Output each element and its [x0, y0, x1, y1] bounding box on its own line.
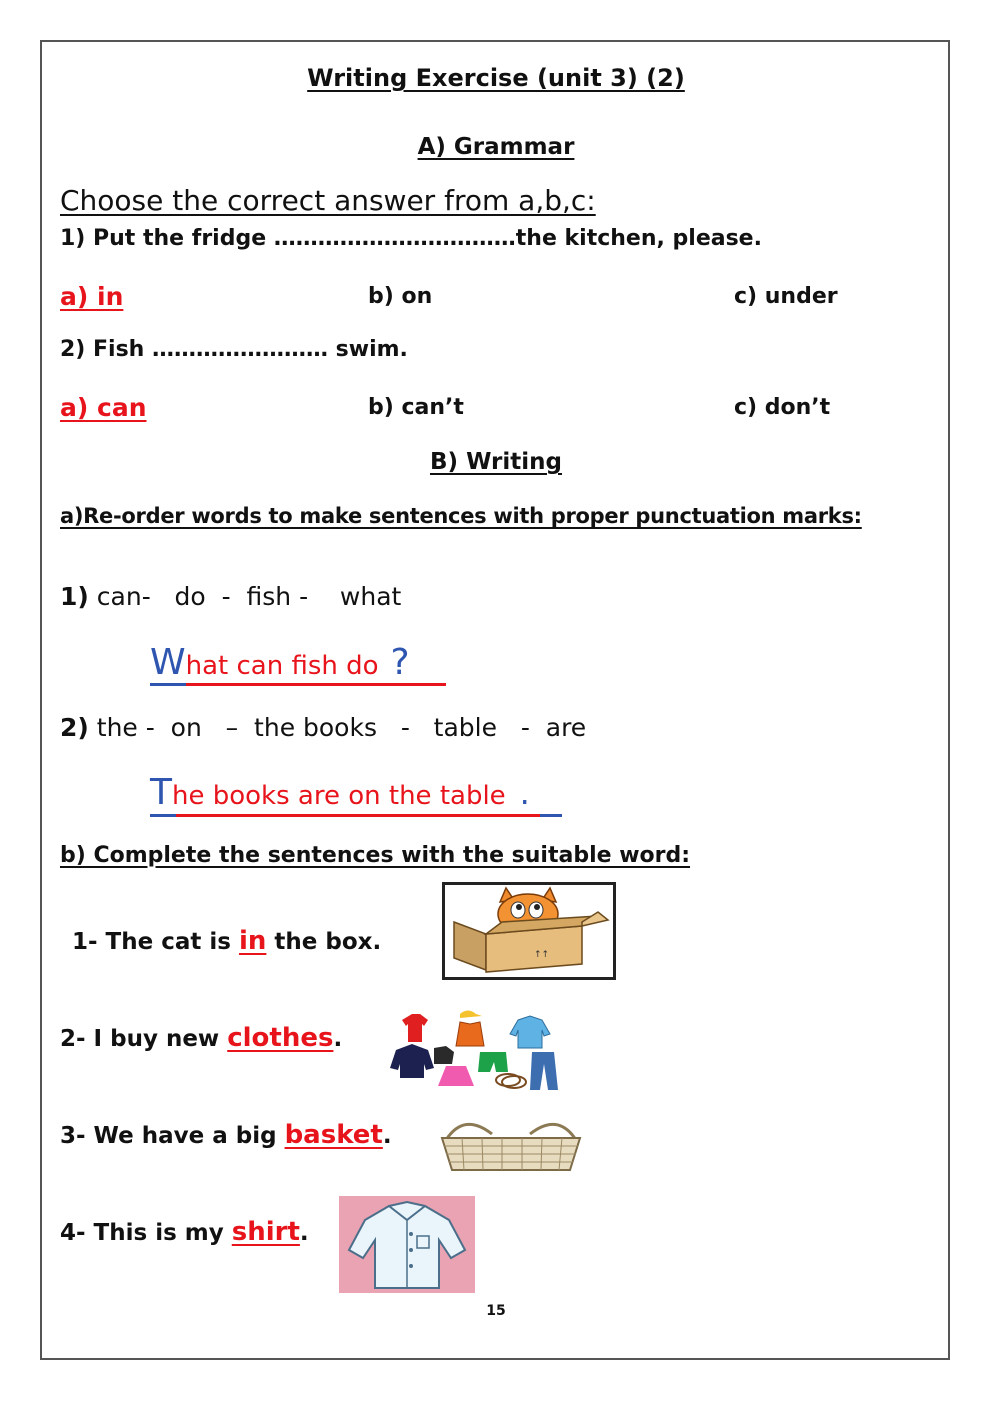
- q1-option-c: c) under: [734, 284, 838, 309]
- sentence-1-after: the box.: [266, 929, 382, 955]
- grammar-instruction: Choose the correct answer from a,b,c:: [60, 184, 596, 217]
- complete-sentence-4: [60, 1217, 309, 1247]
- q2-option-a: a) can: [60, 393, 147, 422]
- question-1: 1) Put the fridge ……………………………the kitchen, please.: [60, 226, 762, 251]
- question-2: 2) Fish …………………… swim.: [60, 337, 408, 362]
- complete-sentence-2: [60, 1023, 342, 1053]
- sentence-3-answer: basket: [284, 1120, 383, 1150]
- reorder-instruction: a)Re-order words to make sentences with proper punctuation marks:: [60, 504, 862, 528]
- reorder-1-underline-start: [150, 683, 186, 686]
- reorder-2-answer: [150, 772, 530, 813]
- reorder-2-underline: [176, 814, 540, 817]
- q2-option-b: b) can’t: [368, 395, 464, 420]
- grammar-heading: A) Grammar: [417, 134, 575, 160]
- reorder-1-answer-punct: ?: [390, 642, 410, 683]
- page-number: 15: [486, 1303, 506, 1319]
- complete-instruction: b) Complete the sentences with the suitable word:: [60, 843, 691, 868]
- writing-heading: B) Writing: [430, 449, 562, 475]
- svg-text:↑↑: ↑↑: [534, 950, 550, 960]
- complete-sentence-3: [60, 1120, 392, 1150]
- complete-sentence-1: [72, 926, 381, 956]
- clothes-image: [390, 1008, 582, 1094]
- reorder-1-underline: [186, 683, 446, 686]
- reorder-2-underline-start: [150, 814, 176, 817]
- shirt-image: [339, 1196, 475, 1293]
- reorder-2-answer-text: he books are on the table: [172, 781, 506, 811]
- basket-image: [438, 1114, 584, 1174]
- q2-option-c: c) don’t: [734, 395, 831, 420]
- reorder-1-word-list: can- do - fish - what: [96, 582, 402, 611]
- sentence-4-before: 4- This is my: [60, 1220, 232, 1246]
- sentence-2-answer: clothes: [227, 1023, 334, 1053]
- sentence-4-answer: shirt: [231, 1217, 300, 1247]
- reorder-1-answer-first: W: [150, 642, 186, 683]
- sentence-3-before: 3- We have a big: [60, 1123, 285, 1149]
- reorder-1-words: [60, 582, 401, 611]
- page-title: Writing Exercise (unit 3) (2): [307, 64, 685, 92]
- sentence-2-before: 2- I buy new: [60, 1026, 228, 1052]
- reorder-1-number: 1): [60, 582, 89, 611]
- sentence-4-after: .: [299, 1220, 309, 1246]
- reorder-2-answer-punct: .: [519, 774, 530, 812]
- reorder-2-words: [60, 713, 586, 742]
- sentence-3-after: .: [382, 1123, 392, 1149]
- sentence-1-before: 1- The cat is: [72, 929, 239, 955]
- sentence-2-after: .: [333, 1026, 343, 1052]
- q1-option-b: b) on: [368, 284, 433, 309]
- reorder-1-answer-text: hat can fish do: [185, 651, 379, 681]
- reorder-2-word-list: the - on – the books - table - are: [96, 713, 587, 742]
- reorder-2-answer-first: T: [150, 772, 172, 813]
- q1-option-a: a) in: [60, 282, 124, 311]
- sentence-1-answer: in: [238, 926, 267, 956]
- reorder-2-number: 2): [60, 713, 89, 742]
- cat-in-box-image: [442, 882, 616, 980]
- reorder-2-underline-end: [540, 814, 562, 817]
- reorder-1-answer: [150, 642, 410, 683]
